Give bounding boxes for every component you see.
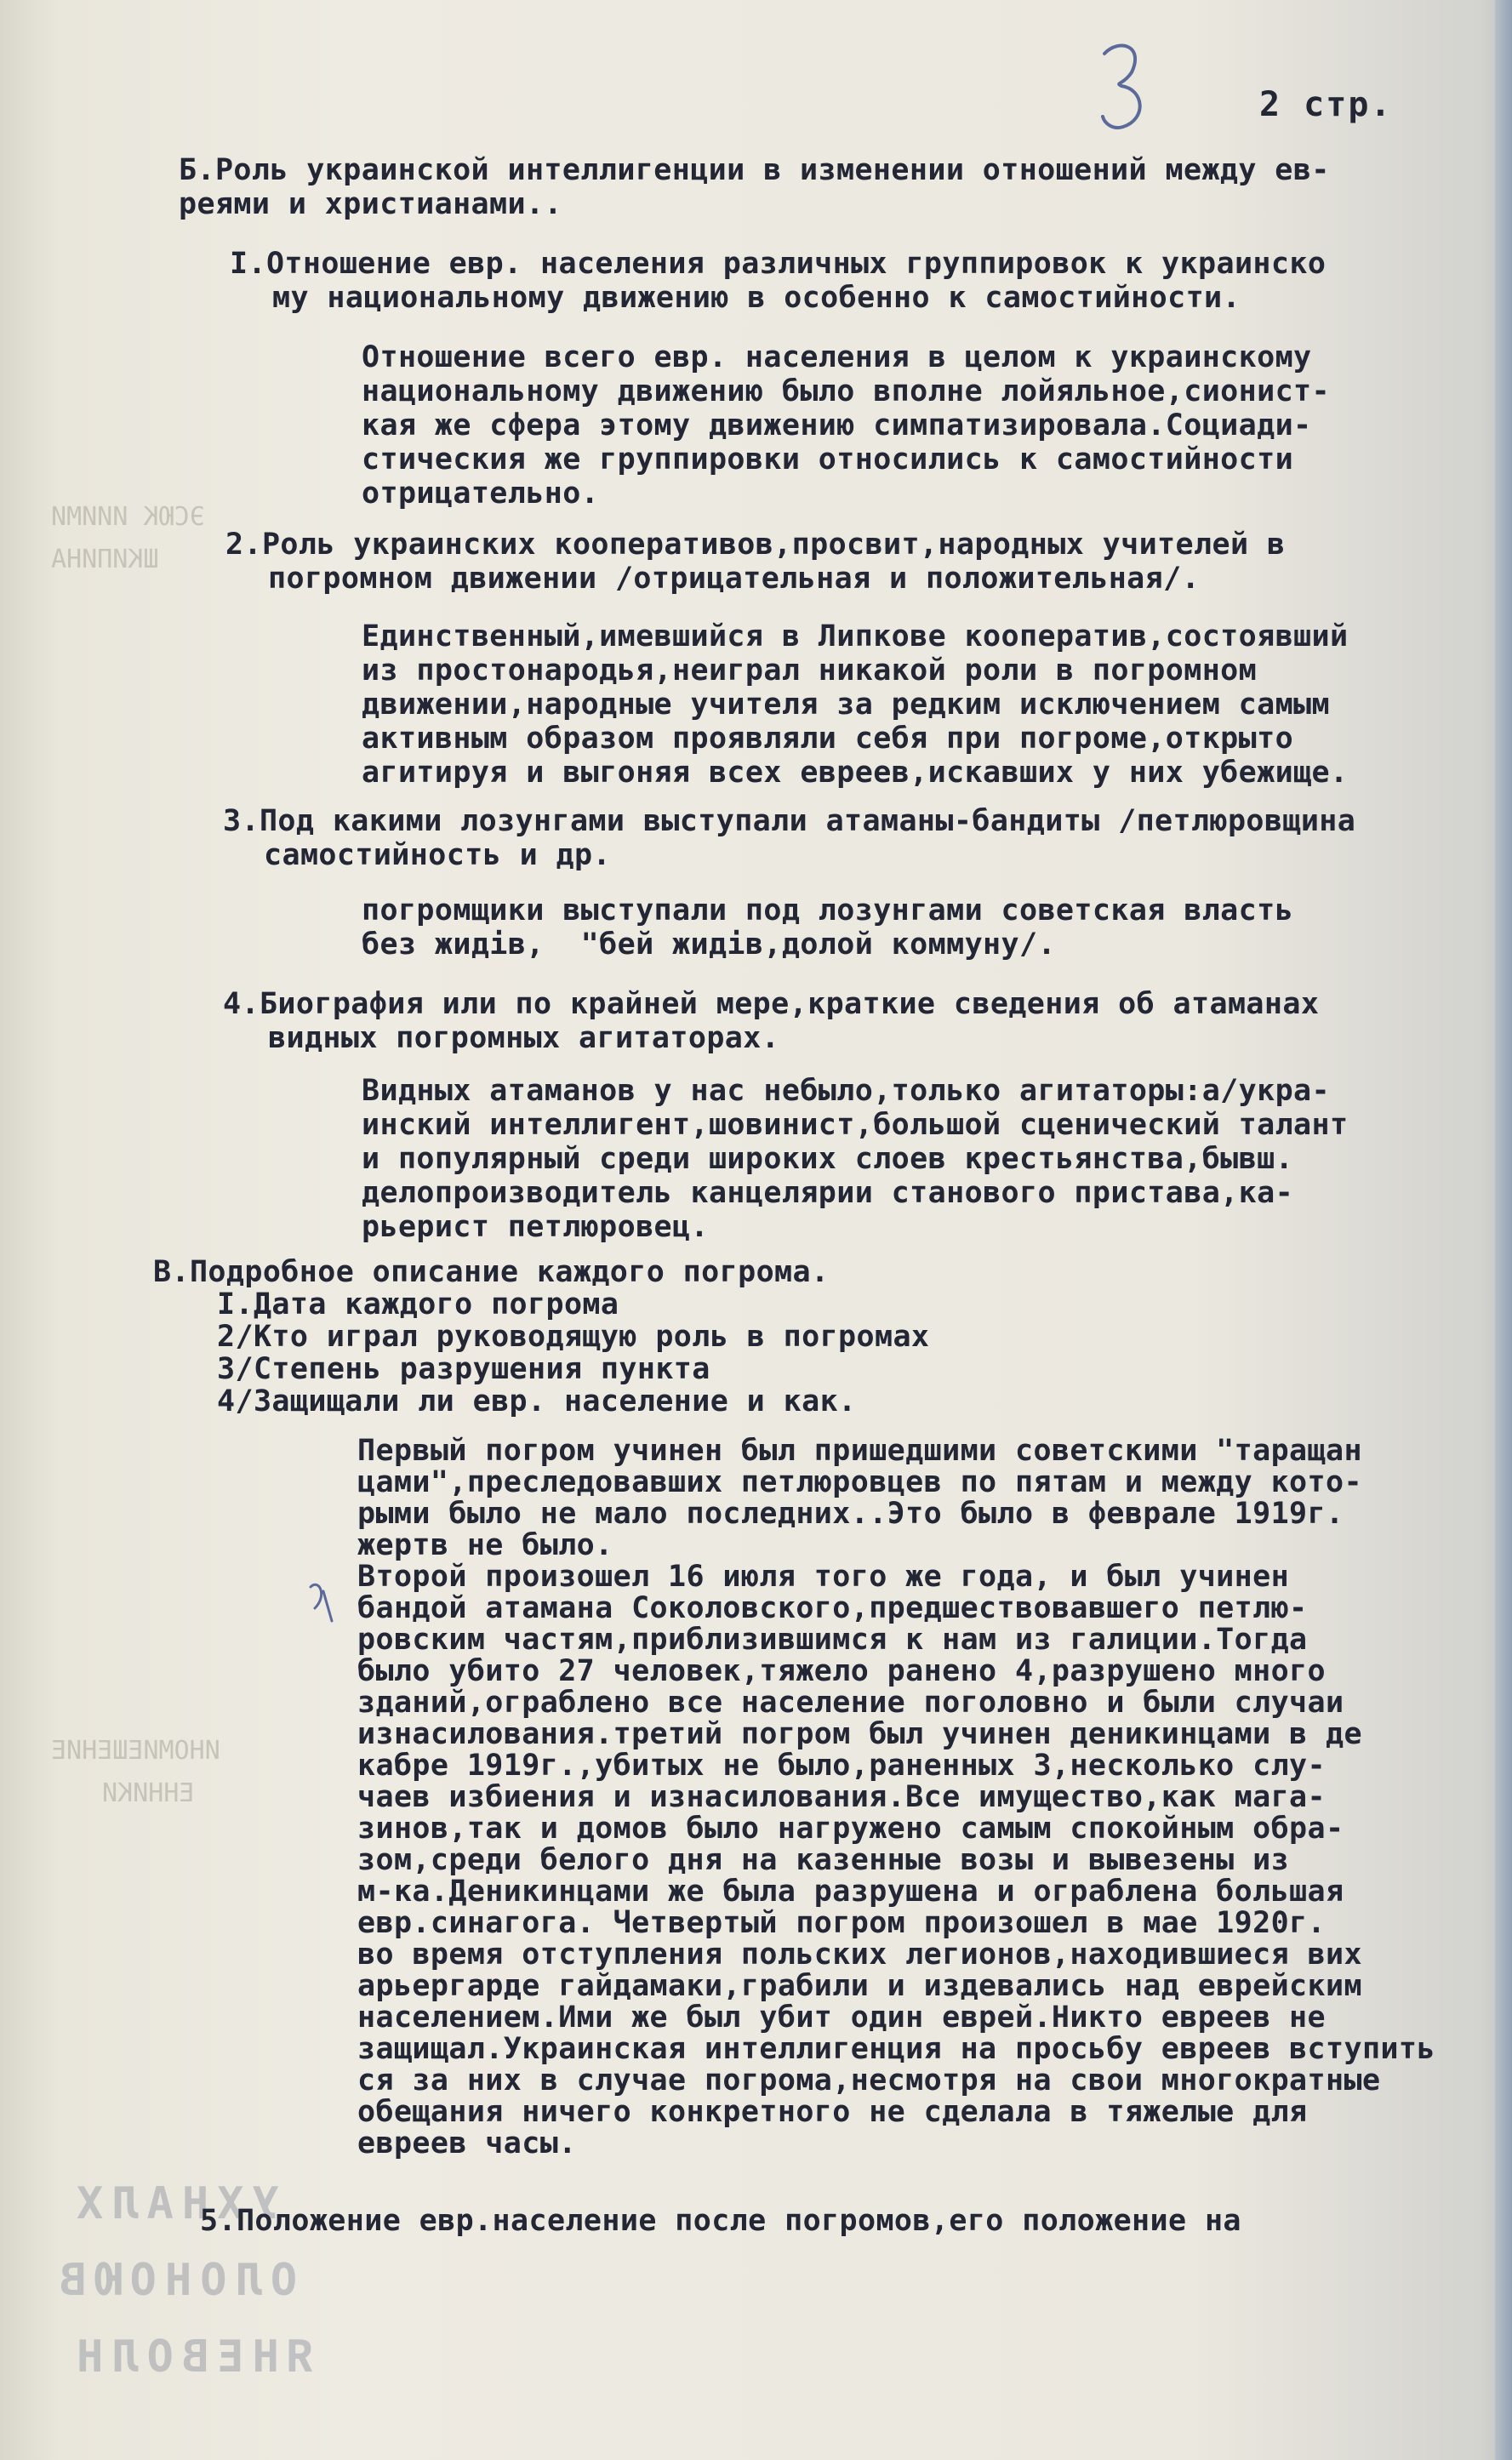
item-2-answer-line: агитируя и выгоняя всех евреев,искавших у них убежище. <box>362 756 1349 790</box>
item-4-answer-line: рьерист петлюровец. <box>362 1210 709 1244</box>
section-b-heading-line-2: реями и христианами.. <box>179 187 562 221</box>
pogrom-description-line: м-ка.Деникинцами же была разрушена и ограблена большая <box>357 1875 1344 1909</box>
pogrom-description-line: ся за них в случае погрома,несмотря на свои многократные <box>357 2063 1381 2098</box>
item-3-answer-line: без жидів, "бей жидів,долой коммуну/. <box>362 927 1056 962</box>
pogrom-description-line: зинов,так и домов было нагружено самым спокойным обра- <box>357 1812 1344 1846</box>
item-4-title-line-1: 4.Биография или по крайней мере,краткие сведения об атаманах <box>223 987 1320 1021</box>
handwritten-mark-3 <box>1098 38 1149 132</box>
section-v-subitem: I.Дата каждого погрома <box>217 1287 619 1321</box>
item-1-title-line-2: му национальному движению в особенно к самостийности. <box>272 281 1241 315</box>
item-4-title-line-2: видных погромных агитаторах. <box>268 1021 780 1055</box>
pogrom-description-line: бандой атамана Соколовского,предшествовавшего петлю- <box>357 1591 1308 1625</box>
page-edge <box>1495 0 1512 2460</box>
pogrom-description-line: чаев избиения и изнасилования.Все имущество,как мага- <box>357 1780 1327 1814</box>
section-v-heading: В.Подробное описание каждого погрома. <box>153 1255 830 1289</box>
pogrom-description-line: Первый погром учинен был пришедшими советскими "таращан <box>357 1434 1362 1468</box>
bleed-through-text: ШКИПИНА <box>51 545 159 574</box>
pogrom-description-line: населением.Ими же был убит один еврей.Никто евреев не <box>357 2001 1327 2035</box>
bleed-through-text: ЯНЕВОЛН <box>68 2332 315 2383</box>
pogrom-description-line: евр.синагога. Четвертый погром произошел в мае 1920г. <box>357 1906 1327 1940</box>
item-1-answer-line: стическия же группировки относились к самостийности <box>362 442 1294 477</box>
item-4-answer-line: Видных атаманов у нас небыло,только агитаторы:а/укра- <box>362 1074 1331 1108</box>
item-3-answer-line: погромщики выступали под лозунгами советская власть <box>362 893 1294 927</box>
bleed-through-text: ОЛОНОЮВ <box>51 2255 298 2306</box>
item-1-answer-line: отрицательно. <box>362 477 600 511</box>
item-3-title-line-1: 3.Под какими лозунгами выступали атаманы-бандиты /петлюровщина <box>223 804 1356 838</box>
section-b-heading-line-1: Б.Роль украинской интеллигенции в изменении отношений между ев- <box>179 153 1330 187</box>
pogrom-description-line: обещания ничего конкретного не сделала в тяжелые для <box>357 2095 1308 2129</box>
pogrom-description-line: рыми было не мало последних..Это было в феврале 1919г. <box>357 1497 1344 1531</box>
page-number: 2 стр. <box>1259 85 1393 124</box>
item-5-title: 5.Положение евр.население после погромов,его положение на <box>200 2204 1241 2238</box>
pogrom-description-line: ровским частям,приблизившимся к нам из галиции.Тогда <box>357 1623 1308 1657</box>
item-2-answer-line: Единственный,имевшийся в Липкове кооператив,состоявший <box>362 619 1349 654</box>
pogrom-description-line: изнасилования.третий погром был учинен деникинцами в де <box>357 1717 1362 1751</box>
section-v-subitem: 3/Степень разрушения пункта <box>217 1352 710 1386</box>
item-1-title-line-1: I.Отношение евр. населения различных группировок к украинско <box>230 247 1327 281</box>
handwritten-margin-mark <box>302 1578 345 1630</box>
bleed-through-text: ЕННИКИ <box>102 1778 195 1808</box>
bleed-through-text: ИНОМИЕШЕНИЕ <box>51 1736 220 1766</box>
pogrom-description-line: во время отступления польских легионов,находившиеся вих <box>357 1938 1362 1972</box>
item-2-answer-line: активным образом проявляли себя при погроме,открыто <box>362 722 1294 756</box>
pogrom-description-line: зом,среди белого дня на казенные возы и вывезены из <box>357 1843 1290 1877</box>
item-4-answer-line: делопроизводитель канцелярии станового пристава,ка- <box>362 1176 1294 1210</box>
bleed-through-text: ЭСЮК ИИИМИ <box>51 502 205 532</box>
item-2-answer-line: из простонародья,неиграл никакой роли в погромном <box>362 654 1258 688</box>
pogrom-description-line: зданий,ограблено все население поголовно и были случаи <box>357 1686 1344 1720</box>
pogrom-description-line: было убито 27 человек,тяжело ранено 4,разрушено много <box>357 1654 1327 1688</box>
item-2-title-line-1: 2.Роль украинских кооперативов,просвит,народных учителей в <box>225 528 1286 562</box>
item-4-answer-line: инский интеллигент,шовинист,большой сценический талант <box>362 1108 1349 1142</box>
item-2-title-line-2: погромном движении /отрицательная и положительная/. <box>268 562 1201 596</box>
pogrom-description-line: жертв не было. <box>357 1528 613 1562</box>
pogrom-description-line: арьергарде гайдамаки,грабили и издевались над еврейским <box>357 1969 1362 2003</box>
item-1-answer-line: Отношение всего евр. населения в целом к украинскому <box>362 340 1312 374</box>
item-2-answer-line: движении,народные учителя за редким исключением самым <box>362 688 1331 722</box>
pogrom-description-line: Второй произошел 16 июля того же года, и был учинен <box>357 1560 1290 1594</box>
section-v-subitem: 4/Защищали ли евр. население и как. <box>217 1384 857 1418</box>
item-1-answer-line: кая же сфера этому движению симпатизировала.Социади- <box>362 408 1312 442</box>
pogrom-description-line: евреев часы. <box>357 2126 577 2160</box>
pogrom-description-line: цами",преследовавших петлюровцев по пятам и между кото- <box>357 1465 1362 1499</box>
section-v-subitem: 2/Кто играл руководящую роль в погромах <box>217 1320 930 1354</box>
item-4-answer-line: и популярный среди широких слоев крестьянства,бывш. <box>362 1142 1294 1176</box>
item-3-title-line-2: самостийность и др. <box>264 838 611 872</box>
bleed-through-text: УХНАЛХ <box>68 2178 279 2229</box>
pogrom-description-line: защищал.Украинская интеллигенция на просьбу евреев вступить <box>357 2032 1435 2066</box>
pogrom-description-line: кабре 1919г.,убитых не было,раненных 3,несколько слу- <box>357 1749 1327 1783</box>
item-1-answer-line: национальному движению было вполне лойяльное,сионист- <box>362 374 1331 408</box>
